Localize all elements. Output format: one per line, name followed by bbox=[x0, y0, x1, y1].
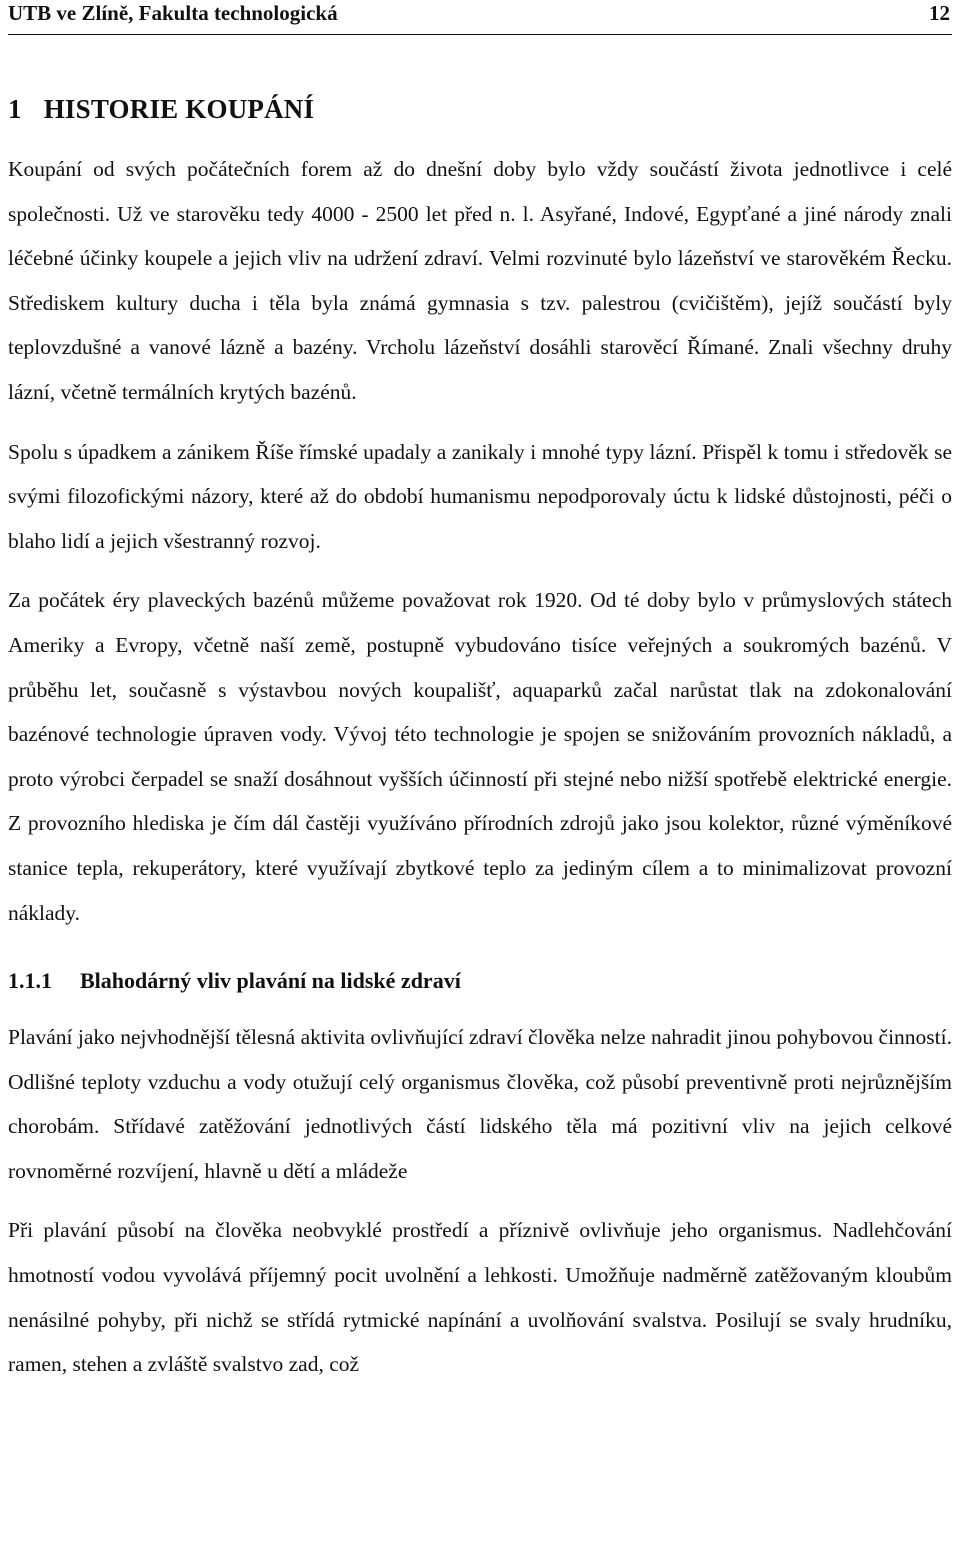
paragraph: Spolu s úpadkem a zánikem Říše římské upadaly a zanikaly i mnohé typy lázní. Přispěl k tomu i středověk se svými filozofickými názory, které až do období humanismu nepodporovaly úctu k lidské důstojnosti, péči o blaho lidí a jejich všestranný rozvoj. bbox=[8, 439, 952, 553]
paragraph: Za počátek éry plaveckých bazénů můžeme považovat rok 1920. Od té doby bylo v průmyslových státech Ameriky a Evropy, včetně naší země, postupně vybudováno tisíce veřejných a soukromých bazénů. V průběhu let, současně s výstavbou nových koupališť, aquaparků začal narůstat tlak na zdokonalování bazénové technologie úpraven vody. Vývoj této technologie je spojen se snižováním provozních nákladů, a proto výrobci čerpadel se snaží dosáhnout vyšších účinností při stejné nebo nižší spotřebě elektrické energie. Z provozního hlediska je čím dál častěji využíváno přírodních zdrojů jako jsou kolektor, různé výměníkové stanice tepla, rekuperátory, které využívají zbytkové teplo za jediným cílem a to minimalizovat provozní náklady. bbox=[8, 588, 952, 925]
chapter-title: HISTORIE KOUPÁNÍ bbox=[43, 94, 315, 124]
section-title: Blahodárný vliv plavání na lidské zdraví bbox=[80, 968, 461, 994]
page-number: 12 bbox=[929, 1, 950, 25]
section-number: 1.1.1 bbox=[8, 968, 52, 994]
running-header bbox=[8, 0, 952, 35]
section-heading bbox=[8, 966, 952, 996]
chapter-heading bbox=[8, 93, 952, 125]
paragraph: Plavání jako nejvhodnější tělesná aktivita ovlivňující zdraví člověka nelze nahradit jinou pohybovou činností. Odlišné teploty vzduchu a vody otužují celý organismus člověka, což působí preventivně proti nejrůznějším chorobám. Střídavé zatěžování jednotlivých částí lidského těla má pozitivní vliv na jejich celkové rovnoměrné rozvíjení, hlavně u dětí a mládeže bbox=[8, 1025, 952, 1183]
chapter-number: 1 bbox=[8, 94, 22, 124]
document-page bbox=[8, 0, 952, 1387]
paragraph: Při plavání působí na člověka neobvyklé prostředí a příznivě ovlivňuje jeho organismus. Nadlehčování hmotností vodou vyvolává příjemný pocit uvolnění a lehkosti. Umožňuje nadměrně zatěžovaným kloubům nenásilné pohyby, při nichž se střídá rytmické napínání a uvolňování svalstva. Posilují se svaly hrudníku, ramen, stehen a zvláště svalstvo zad, což bbox=[8, 1218, 952, 1377]
paragraph: Koupání od svých počátečních forem až do dnešní doby bylo vždy součástí života jednotlivce i celé společnosti. Už ve starověku tedy 4000 - 2500 let před n. l. Asyřané, Indové, Egypťané a jiné národy znali léčebné účinky koupele a jejich vliv na udržení zdraví. Velmi rozvinuté bylo lázeňství ve starověkém Řecku. Střediskem kultury ducha i těla byla známá gymnasia s tzv. palestrou (cvičištěm), jejíž součástí byly teplovzdušné a vanové lázně a bazény. Vrcholu lázeňství dosáhli starověcí Římané. Znali všechny druhy lázní, včetně termálních krytých bazénů. bbox=[8, 157, 952, 404]
header-title: UTB ve Zlíně, Fakulta technologická bbox=[8, 1, 338, 25]
